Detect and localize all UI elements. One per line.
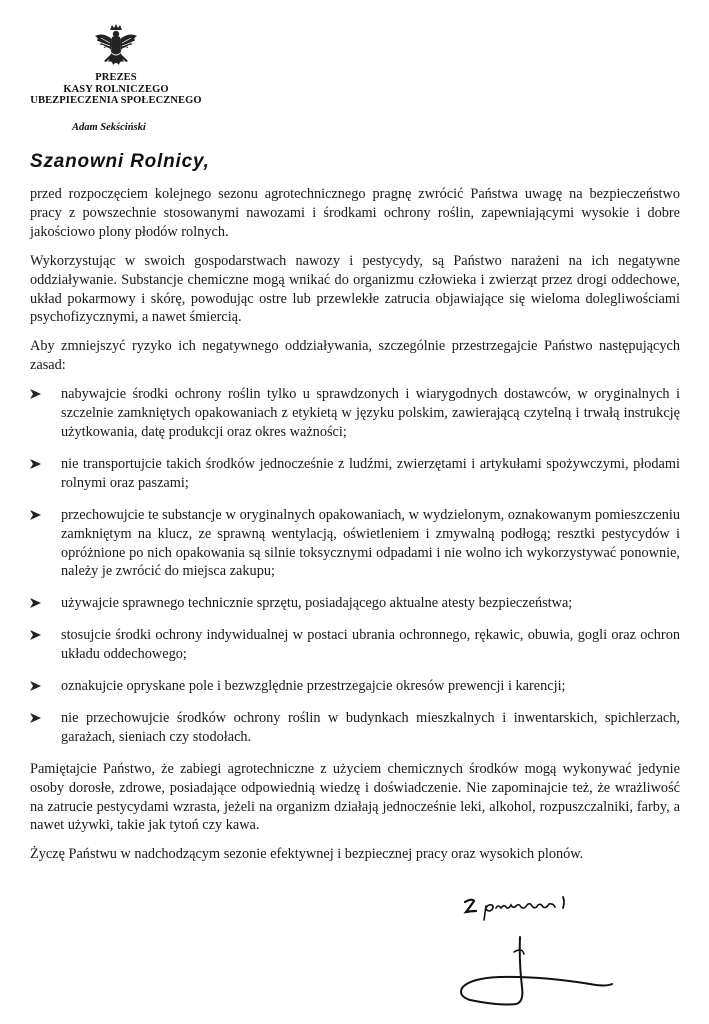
rule-text: nie przechowujcie środków ochrony roślin w budynkach mieszkalnych i inwentarskich, spichlerzach, garażach, sieniach czy stodołach. bbox=[61, 709, 680, 745]
rule-text: nabywajcie środki ochrony roślin tylko u sprawdzonych i wiarygodnych dostawców, w oryginalnych i szczelnie zamkniętych opakowaniach z etykietą w języku polskim, zawierającą czytelną i trwałą instrukcję użytkowania, datę produkcji oraz okres ważności; bbox=[61, 386, 680, 440]
rule-item bbox=[30, 506, 680, 582]
rule-text: stosujcie środki ochrony indywidualnej w postaci ubrania ochronnego, rękawic, obuwia, gogli oraz ochron układu oddechowego; bbox=[61, 627, 680, 663]
paragraph-rules-intro: Aby zmniejszyć ryzyko ich negatywnego oddziaływania, szczególnie przestrzegajcie Państwo następujących zasad: bbox=[30, 338, 680, 374]
paragraph-risk: Wykorzystując w swoich gospodarstwach nawozy i pestycydy, są Państwo narażeni na ich negatywne oddziaływanie. Substancje chemiczne mogą wnikać do organizmu człowieka i zwierząt przez drogi oddechowe, układ pokarmowy i skórę, powodując ostre lub przewlekłe zatrucia objawiające się wieloma dolegliwościami psychofizycznymi, a nawet śmiercią. bbox=[30, 252, 680, 326]
header-institution: KASY ROLNICZEGO bbox=[63, 83, 169, 95]
polish-eagle-icon bbox=[93, 24, 139, 72]
paragraph-closing: Pamiętajcie Państwo, że zabiegi agrotechniczne z użyciem chemicznych środków mogą wykonywać jedynie osoby dorosłe, zdrowe, posiadające odpowiednią wiedzę i doświadczenie. Nie zapominajcie też, że wrażliwość na zatrucie pestycydami wzrasta, jeżeli na organizm działają jednocześnie leki, alkohol, rozpuszczalniki, farby, a nawet używki, takie jak tytoń czy kawa. bbox=[30, 760, 680, 834]
rule-item bbox=[30, 455, 680, 493]
rule-item bbox=[30, 594, 680, 613]
letter-header bbox=[30, 72, 202, 107]
author-name: Adam Sekściński bbox=[72, 122, 146, 133]
rule-text: używajcie sprawnego technicznie sprzętu, posiadającego aktualne atesty bezpieczeństwa; bbox=[61, 595, 573, 612]
handwritten-signature bbox=[440, 892, 620, 1017]
rule-item bbox=[30, 677, 680, 696]
header-institution-cont: UBEZPIECZENIA SPOŁECZNEGO bbox=[30, 95, 202, 106]
paragraph-wishes: Życzę Państwu w nadchodzącym sezonie efektywnej i bezpiecznej pracy oraz wysokich plonów. bbox=[30, 846, 584, 863]
arrow-bullet-icon bbox=[30, 389, 41, 399]
arrow-bullet-icon bbox=[30, 681, 41, 691]
arrow-bullet-icon bbox=[30, 630, 41, 640]
rule-item bbox=[30, 385, 680, 442]
rule-text: oznakujcie opryskane pole i bezwzględnie przestrzegajcie okresów prewencji i karencji; bbox=[61, 678, 566, 695]
rule-text: nie transportujcie takich środków jednocześnie z ludźmi, zwierzętami i artykułami spożywczymi, płodami rolnymi oraz paszami; bbox=[61, 455, 680, 491]
letter-body bbox=[30, 185, 680, 874]
rules-list bbox=[30, 385, 680, 747]
rule-item bbox=[30, 626, 680, 664]
arrow-bullet-icon bbox=[30, 598, 41, 608]
paragraph-intro: przed rozpoczęciem kolejnego sezonu agrotechnicznego pragnę zwrócić Państwa uwagę na bezpieczeństwo pracy z powszechnie stosowanymi nawozami i środkami ochrony roślin, zapewniającymi wysokie i dobre jakościowo plony płodów rolnych. bbox=[30, 186, 680, 240]
arrow-bullet-icon bbox=[30, 459, 41, 469]
arrow-bullet-icon bbox=[30, 510, 41, 520]
arrow-bullet-icon bbox=[30, 713, 41, 723]
salutation: Szanowni Rolnicy, bbox=[30, 151, 210, 172]
header-title: PREZES bbox=[95, 72, 137, 83]
rule-item bbox=[30, 709, 680, 747]
rule-text: przechowujcie te substancje w oryginalnych opakowaniach, w wydzielonym, oznakowanym pomieszczeniu zamkniętym na klucz, ze sprawną wentylacją, oświetleniem i zmywalną podłogą; resztki pestycydów i opróżnione po nich opakowania są silnie toksycznymi odpadami i nie wolno ich wykorzystywać ponownie, należy je zwrócić do miejsca zakupu; bbox=[61, 506, 680, 580]
